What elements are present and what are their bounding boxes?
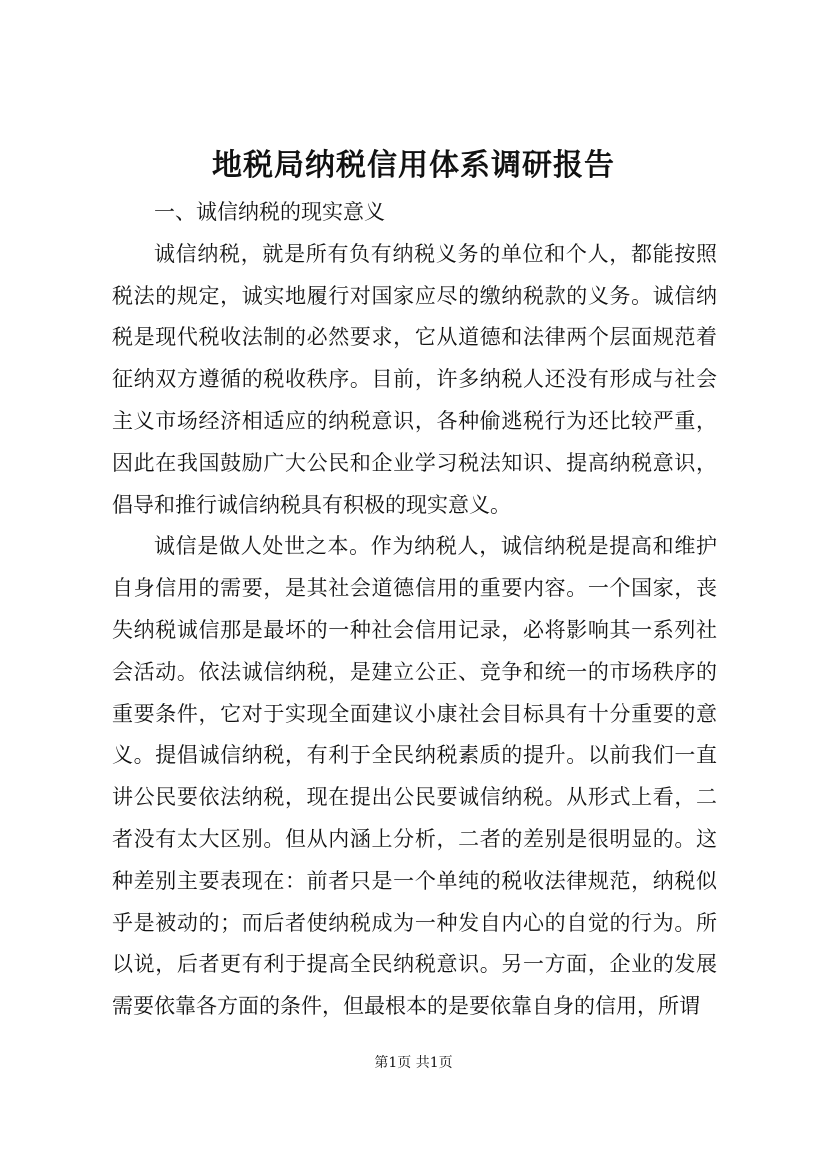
section-heading: 一、诚信纳税的现实意义 [154, 200, 385, 224]
document-body [112, 192, 717, 1028]
document-title: 地税局纳税信用体系调研报告 [212, 148, 615, 183]
paragraph: 诚信是做人处世之本。作为纳税人，诚信纳税是提高和维护自身信用的需要，是其社会道德信用的重要内容。一个国家，丧失纳税诚信那是最坏的一种社会信用记录，必将影响其一系列社会活动。依法诚信纳税，是建立公正、竞争和统一的市场秩序的重要条件，它对于实现全面建议小康社会目标具有十分重要的意义。提倡诚信纳税，有利于全民纳税素质的提升。以前我们一直讲公民要依法纳税，现在提出公民要诚信纳税。从形式上看，二者没有太大区别。但从内涵上分析，二者的差别是很明显的。这种差别主要表现在：前者只是一个单纯的税收法律规范，纳税似乎是被动的；而后者使纳税成为一种发自内心的自觉的行为。所以说，后者更有利于提高全民纳税意识。另一方面，企业的发展需要依靠各方面的条件，但最根本的是要依靠自身的信用，所谓 [112, 534, 717, 1019]
paragraph: 诚信纳税，就是所有负有纳税义务的单位和个人，都能按照税法的规定，诚实地履行对国家应尽的缴纳税款的义务。诚信纳税是现代税收法制的必然要求，它从道德和法律两个层面规范着征纳双方遵循的税收秩序。目前，许多纳税人还没有形成与社会主义市场经济相适应的纳税意识，各种偷逃税行为还比较严重，因此在我国鼓励广大公民和企业学习税法知识、提高纳税意识，倡导和推行诚信纳税具有积极的现实意义。 [112, 241, 717, 517]
page-footer: 第1页 共1页 [374, 1055, 453, 1071]
